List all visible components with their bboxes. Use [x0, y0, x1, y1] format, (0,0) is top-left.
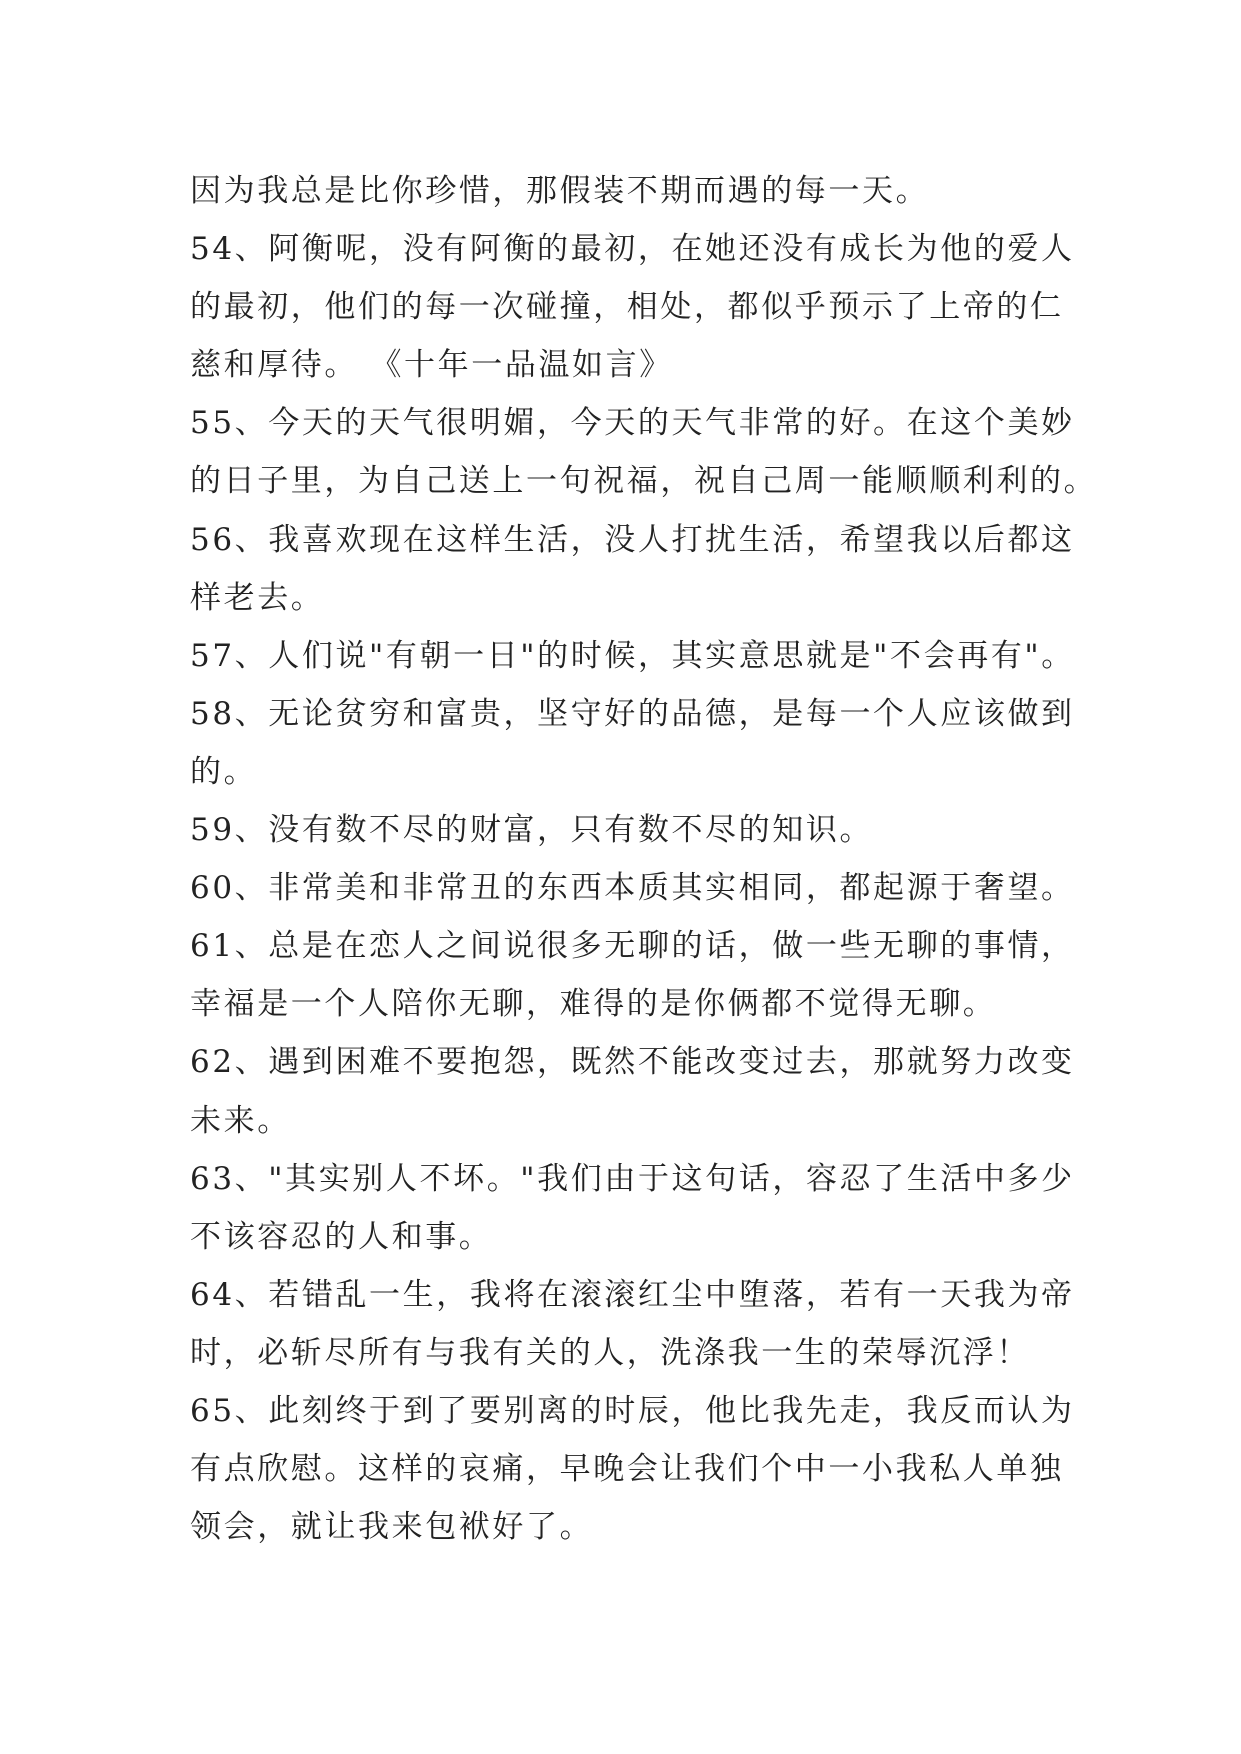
- document-body: [190, 162, 1098, 1556]
- text-line: 有点欣慰。这样的哀痛，早晚会让我们个中一小我私人单独: [190, 1451, 1064, 1488]
- text-line: 55、今天的天气很明媚，今天的天气非常的好。在这个美妙: [190, 405, 1075, 442]
- text-line: 62、遇到困难不要抱怨，既然不能改变过去，那就努力改变: [190, 1044, 1075, 1081]
- text-line: 的。: [190, 753, 258, 790]
- text-line: 54、阿衡呢，没有阿衡的最初，在她还没有成长为他的爱人: [190, 231, 1075, 268]
- text-line: 57、人们说"有朝一日"的时候，其实意思就是"不会再有"。: [190, 637, 1075, 674]
- text-line: 58、无论贫穷和富贵，坚守好的品德，是每一个人应该做到: [190, 695, 1075, 732]
- text-line: 时，必斩尽所有与我有关的人，洗涤我一生的荣辱沉浮！: [190, 1334, 1030, 1371]
- text-line: 65、此刻终于到了要别离的时辰，他比我先走，我反而认为: [190, 1392, 1075, 1429]
- text-line: 64、若错乱一生，我将在滚滚红尘中堕落，若有一天我为帝: [190, 1276, 1075, 1313]
- text-line: 不该容忍的人和事。: [190, 1218, 493, 1255]
- text-line: 领会，就让我来包袱好了。: [190, 1509, 594, 1546]
- text-line: 56、我喜欢现在这样生活，没人打扰生活，希望我以后都这: [190, 521, 1075, 558]
- text-line: 的日子里，为自己送上一句祝福，祝自己周一能顺顺利利的。: [190, 463, 1098, 500]
- text-line: 因为我总是比你珍惜，那假装不期而遇的每一天。: [190, 173, 930, 209]
- text-line: 61、总是在恋人之间说很多无聊的话，做一些无聊的事情，: [190, 928, 1075, 965]
- text-line: 未来。: [190, 1102, 291, 1139]
- text-line: 慈和厚待。 《十年一品温如言》: [190, 347, 673, 384]
- text-line: 59、没有数不尽的财富，只有数不尽的知识。: [190, 812, 874, 849]
- text-line: 样老去。: [190, 579, 325, 616]
- text-line: 的最初，他们的每一次碰撞，相处，都似乎预示了上帝的仁: [190, 289, 1064, 326]
- text-line: 63、"其实别人不坏。"我们由于这句话，容忍了生活中多少: [190, 1160, 1075, 1197]
- text-line: 60、非常美和非常丑的东西本质其实相同，都起源于奢望。: [190, 870, 1075, 907]
- text-line: 幸福是一个人陪你无聊，难得的是你俩都不觉得无聊。: [190, 986, 997, 1023]
